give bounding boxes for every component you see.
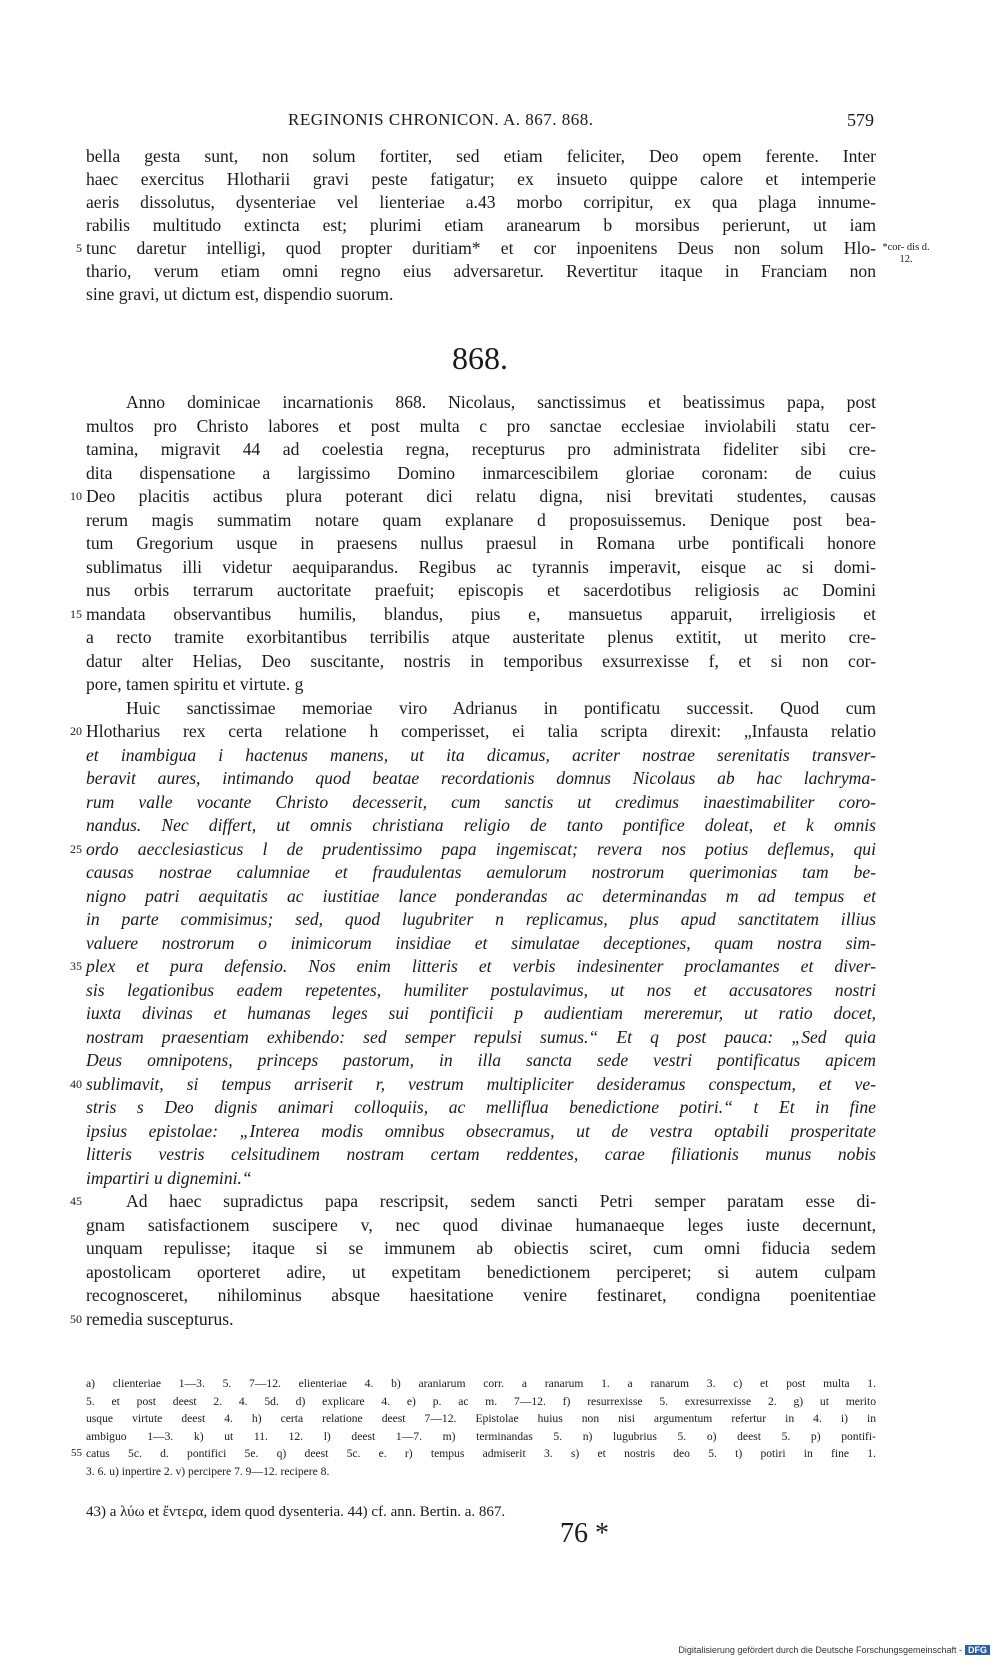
line-number: 40: [70, 1076, 82, 1091]
text-line: datur alter Helias, Deo suscitante, nostris in temporibus exsurrexisse f, et si non cor-: [86, 650, 876, 671]
text-line: rabilis multitudo extincta est; plurimi etiam aranearum b morsibus perierunt, ut iam: [86, 215, 876, 235]
text-line: litteris vestris celsitudinem nostram certam reddentes, carae filiationis munus nobis: [86, 1144, 876, 1164]
line-number: 50: [70, 1311, 82, 1326]
text-line: stris s Deo dignis animari colloquiis, ac melliflua benedictione potiri.“ t Et in fine: [86, 1097, 876, 1117]
text-line: impartiri u dignemini.“: [86, 1167, 252, 1188]
text-line: gnam satisfactionem suscipere v, nec quod divinae humanaeque leges iuste decernunt,: [86, 1214, 876, 1235]
dfg-logo: DFG: [965, 1645, 990, 1655]
line-number: 5: [76, 241, 82, 255]
signature-mark: 76 *: [560, 1518, 609, 1549]
text-line: sis legationibus eadem repetentes, humiliter postulavimus, ut nos et accusatores nostri: [86, 979, 876, 1000]
text-line: a recto tramite exorbitantibus terribilis atque austeritate plenus extitit, ut merito cre-: [86, 627, 876, 647]
text-line: Deus omnipotens, princeps pastorum, in illa sancta sede vestri pontificatus apicem: [86, 1050, 876, 1070]
text-line: ipsius epistolae: „Interea modis omnibus obsecramus, ut de vestra optabili prosperitate: [86, 1120, 876, 1141]
text-line: dita dispensatione a largissimo Domino inmarcescibilem gloriae coronam: de cuius: [86, 462, 876, 483]
text-line: tunc daretur intelligi, quod propter duritiam* et cor inpoenitens Deus non solum Hlo-: [86, 238, 876, 258]
text-line: multos pro Christo labores et post multa c pro sanctae ecclesiae inviolabili statu cer-: [86, 415, 876, 436]
text-line: apostolicam oporteret adire, ut expetitam benedictionem perciperet; si autem culpam: [86, 1261, 876, 1282]
text-line: recognosceret, nihilominus absque haesitatione venire festinaret, condigna poenitentiae: [86, 1285, 876, 1305]
year-heading: 868.: [452, 340, 508, 376]
footnote-line: 3. 6. u) inpertire 2. v) percipere 7. 9—12. recipere 8.: [86, 1464, 330, 1478]
text-line: Hlotharius rex certa relatione h comperisset, ei talia scripta direxit: „Infausta relatio: [86, 721, 876, 741]
text-line: in parte commisimus; sed, quod lugubriter n replicamus, plus apud sanctitatem illius: [86, 909, 876, 929]
line-number: 15: [70, 606, 82, 621]
text-line: Deo placitis actibus plura poterant dici relatu digna, nisi brevitati studentes, causas: [86, 486, 876, 506]
text-line: beravit aures, intimando quod beatae recordationis domnus Nicolaus ab hac lachryma-: [86, 768, 876, 788]
text-line: sublimatus illi videtur aequiparandus. Regibus ac tyrannis imperavit, eisque ac si domi-: [86, 556, 876, 577]
text-line: valuere nostrorum o inimicorum insidiae et simulatae deceptiones, quam nostra sim-: [86, 932, 876, 953]
text-line: plex et pura defensio. Nos enim litteris et verbis indesinenter proclamantes et diver-: [86, 956, 876, 976]
credit-text: Digitalisierung gefördert durch die Deutsche Forschungsgemeinschaft -: [678, 1645, 962, 1655]
text-line: rum valle vocante Christo decesserit, cum sanctis ut credimus inaestimabiliter coro-: [86, 791, 876, 812]
text-line: unquam repulisse; itaque si se immunem ab obiectis sciret, cum omni fiducia sedem: [86, 1238, 876, 1258]
footnote-line: a) clienteriae 1—3. 5. 7—12. elienteriae 4. b) araniarum corr. a ranarum 1. a ranarum 3. c) et post multa 1.: [86, 1377, 876, 1390]
text-line: thario, verum etiam omni regno eius adversaretur. Revertitur itaque in Franciam non: [86, 261, 876, 281]
text-line: nostram praesentiam exhibendo: sed semper repulsi sumus.“ Et q post pauca: „Sed quia: [86, 1026, 876, 1047]
text-line: nus orbis terrarum auctoritate praefuit; episcopis et sacerdotibus religiosis ac Domini: [86, 580, 876, 600]
text-line: causas nostrae calumniae et fraudulentas aemulorum nostrorum querimonias tam be-: [86, 862, 876, 882]
digitization-credit: [678, 1645, 990, 1655]
text-line: aeris dissolutus, dysenteriae vel lienteriae a.43 morbo corripitur, ex qua plaga innume-: [86, 192, 876, 212]
text-line: haec exercitus Hlotharii gravi peste fatigatur; ex insueto quippe calore et intemperie: [86, 169, 876, 189]
text-line: et inambigua i hactenus manens, ut ita dicamus, acriter nostrae serenitatis transver-: [86, 744, 876, 765]
text-line: nigno patri aequitatis ac iustitiae lance ponderandas ac determinandas m ad tempus et: [86, 885, 876, 906]
running-header: [0, 110, 1000, 136]
text-line: tamina, migravit 44 ad coelestia regna, recepturus pro administrata fideliter sibi cre-: [86, 439, 876, 459]
text-line: Anno dominicae incarnationis 868. Nicolaus, sanctissimus et beatissimus papa, post: [126, 392, 876, 412]
footnote-line: usque virtute deest 4. h) certa relatione deest 7—12. Epistolae huius non nisi argumentum refertur in 4. i) in: [86, 1412, 876, 1425]
footnote-line: catus 5c. d. pontifici 5e. q) deest 5c. e. r) tempus admiserit 3. s) et nostris deo 5. t) potiri in fine 1.: [86, 1447, 876, 1460]
text-line: sine gravi, ut dictum est, dispendio suorum.: [86, 284, 394, 304]
text-line: iuxta divinas et humanas leges sui pontificii p audientiam mereremur, ut ratio docet,: [86, 1003, 876, 1023]
footnote-line: 5. et post deest 2. 4. 5d. d) explicare 4. e) p. ac m. 7—12. f) resurrexisse 5. exresurrexisse 2. g) ut merito: [86, 1394, 876, 1408]
text-line: ordo aecclesiasticus l de prudentissimo papa ingemiscat; revera nos potius deflemus, qui: [86, 838, 876, 859]
margin-note: *cor- dis d. 12.: [882, 242, 930, 265]
line-number: 55: [71, 1447, 82, 1459]
editor-note: 43) a λύω et ἔντερα, idem quod dysenteria. 44) cf. ann. Bertin. a. 867.: [86, 1504, 506, 1520]
text-line: Ad haec supradictus papa rescripsit, sedem sancti Petri semper paratam esse di-: [126, 1191, 876, 1211]
text-line: tum Gregorium usque in praesens nullus praesul in Romana urbe pontificali honore: [86, 533, 876, 553]
text-line: pore, tamen spiritu et virtute. g: [86, 674, 304, 694]
text-line: nandus. Nec differt, ut omnis christiana religio de tanto pontifice doleat, et k omnis: [86, 815, 876, 835]
text-line: remedia suscepturus.: [86, 1308, 234, 1329]
line-number: 25: [70, 841, 82, 856]
running-title: REGINONIS CHRONICON. A. 867. 868.: [288, 110, 594, 129]
line-number: 10: [70, 489, 82, 503]
page-number: 579: [847, 110, 874, 130]
line-number: 20: [70, 724, 82, 738]
text-line: bella gesta sunt, non solum fortiter, sed etiam feliciter, Deo opem ferente. Inter: [86, 146, 876, 166]
text-line: sublimavit, si tempus arriserit r, vestrum multipliciter desideramus conspectum, et ve-: [86, 1073, 876, 1094]
text-line: Huic sanctissimae memoriae viro Adrianus in pontificatu successit. Quod cum: [126, 697, 876, 718]
text-line: mandata observantibus humilis, blandus, pius e, mansuetus apparuit, irreligiosis et: [86, 603, 876, 624]
text-line: rerum magis summatim notare quam explanare d proposuissemus. Denique post bea-: [86, 509, 876, 530]
line-number: 45: [70, 1194, 82, 1208]
footnote-line: ambiguo 1—3. k) ut 11. 12. l) deest 1—7. m) terminandas 5. n) lugubrius 5. o) deest 5. p) pontifi-: [86, 1429, 876, 1443]
line-number: 35: [70, 959, 82, 973]
